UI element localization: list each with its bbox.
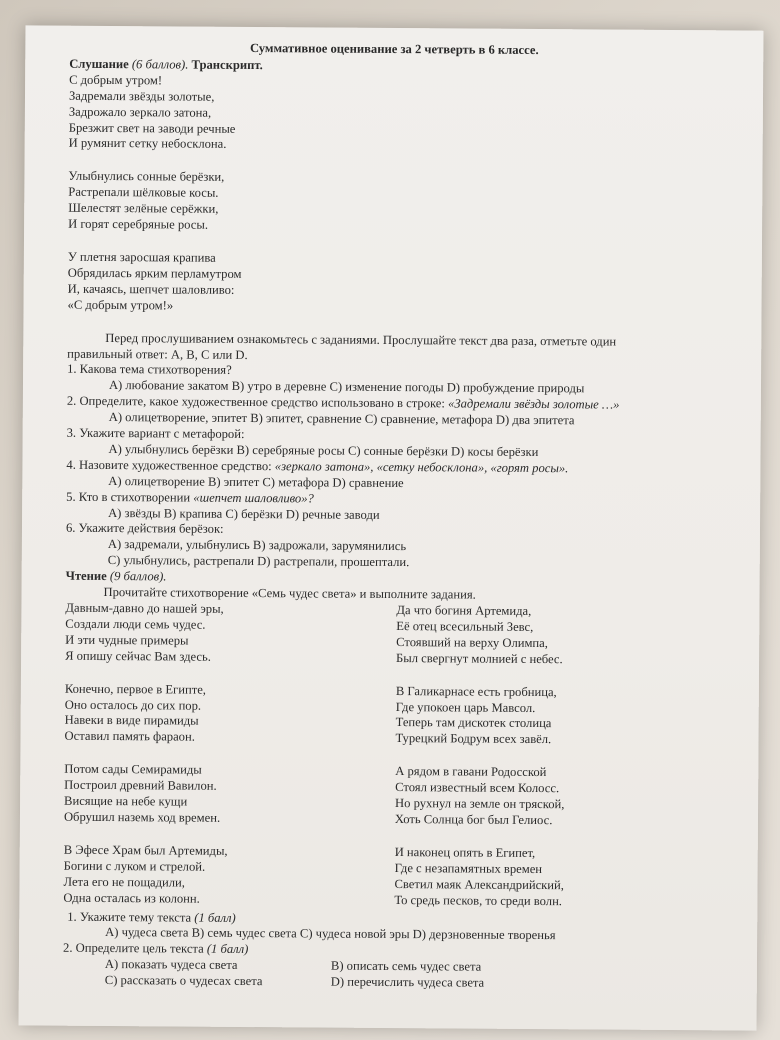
- poem-right-line: Теперь там дискотек столица: [395, 715, 552, 731]
- listening-poem-line: «С добрым утром!»: [67, 297, 174, 313]
- listening-poem-line: Задремали звёзды золотые,: [68, 88, 215, 104]
- poem-left-line: В Эфесе Храм был Артемиды,: [63, 842, 228, 858]
- listening-heading: Слушание (6 баллов). Транскрипт.: [69, 56, 263, 72]
- listening-poem-line: Задрожало зеркало затона,: [68, 104, 212, 120]
- poem-left-stanza: [63, 843, 392, 909]
- listening-question: 2. Определите, какое художественное средство использовано в строке: «Задремали звёзды золотые …»: [66, 393, 620, 412]
- poem-right-line: Был свергнут молнией с небес.: [396, 650, 563, 666]
- listening-poem-line: И, качаясь, шепчет шаловливо:: [67, 281, 235, 297]
- reading-question-2: 2. Определите цель текста (1 балл): [63, 941, 249, 957]
- poem-right-line: А рядом в гавани Родосской: [395, 764, 547, 780]
- listening-poem-line: Улыбнулись сонные берёзки,: [68, 169, 225, 185]
- document: [63, 40, 720, 994]
- answer-options: A) улыбнулись берёзки B) серебряные росы C) сонные берёзки D) косы берёзки: [108, 441, 539, 459]
- listening-instruction: Перед прослушиванием ознакомьтесь с заданиями. Прослушайте текст два раза, отметьте один: [105, 330, 617, 349]
- poem-right-line: Хоть Солнца бог был Гелиос.: [394, 812, 553, 828]
- poem-right-stanza: [395, 684, 714, 750]
- poem-left-line: Оно осталось до сих пор.: [64, 697, 202, 713]
- poem-right-stanza: [396, 603, 715, 669]
- poem-left-line: Лета его не пощадили,: [63, 874, 186, 890]
- answer-options: A) олицетворение B) эпитет C) метафора D) сравнение: [108, 473, 404, 490]
- poem-right-line: Да что богиня Артемида,: [396, 603, 532, 618]
- poem-left-column: [63, 601, 394, 926]
- poem-left-line: Давным-давно до нашей эры,: [65, 600, 224, 616]
- q2-option-c: C) рассказать о чудесах света: [104, 973, 263, 989]
- document-title: Суммативное оценивание за 2 четверть в 6 классе.: [249, 41, 539, 58]
- reading-poem: [63, 601, 715, 928]
- listening-question: 1. Какова тема стихотворения?: [67, 362, 232, 378]
- poem-left-line: И эти чудные примеры: [65, 632, 189, 648]
- reading-question-1: 1. Укажите тему текста (1 балл): [67, 909, 236, 925]
- listening-poem-line: Брезжит свет на заводи речные: [68, 120, 236, 136]
- poem-left-line: Я опишу сейчас Вам здесь.: [65, 648, 212, 664]
- poem-right-line: Её отец всесильный Зевс,: [396, 618, 534, 634]
- poem-left-line: Создали люди семь чудес.: [65, 616, 206, 632]
- poem-right-line: Стоял известный всем Колосс.: [395, 780, 560, 796]
- listening-poem-line: С добрым утром!: [69, 72, 163, 88]
- poem-left-line: Конечно, первое в Египте,: [64, 681, 207, 697]
- listening-poem-line: И румянит сетку небосклона.: [68, 136, 227, 152]
- poem-left-line: Обрушил наземь ход времен.: [63, 809, 221, 825]
- answer-options: A) любование закатом B) утро в деревне C) изменение погоды D) пробуждение природы: [108, 378, 585, 396]
- listening-poem-stanza: [68, 169, 718, 237]
- poem-right-line: Турецкий Бодрум всех завёл.: [395, 731, 552, 747]
- q2-option-a: A) показать чудеса света: [104, 957, 238, 973]
- q2-option-d: D) перечислить чудеса света: [330, 974, 485, 990]
- poem-right-stanza: [394, 845, 713, 911]
- listening-poem-line: Обрядилась ярким перламутром: [67, 265, 242, 281]
- listening-instruction-cont: правильный ответ: А, В, С или D.: [67, 346, 248, 362]
- poem-left-line: Богини с луком и стрелой.: [63, 858, 206, 874]
- listening-poem-line: И горят серебряные росы.: [68, 216, 209, 232]
- listening-question: 3. Укажите вариант с метафорой:: [66, 425, 245, 442]
- poem-left-stanza: [64, 681, 393, 747]
- reading-question-1-options: A) чудеса света B) семь чудес света C) чудеса новой эры D) дерзновенные творенья: [105, 925, 556, 943]
- listening-poem-line: Растрепали шёлковые косы.: [68, 184, 219, 201]
- poem-left-stanza: [65, 601, 394, 667]
- poem-right-line: Где упокоен царь Мавсол.: [395, 699, 536, 715]
- poem-right-stanza: [395, 764, 714, 830]
- poem-right-column: [392, 603, 715, 928]
- reading-question-2-options: [63, 957, 713, 993]
- answer-options: A) олицетворение, эпитет B) эпитет, сравнение C) сравнение, метафора D) два эпитета: [108, 410, 575, 428]
- listening-question: 6. Укажите действия берёзок:: [65, 521, 224, 537]
- listening-poem-line: Шелестят зелёные серёжки,: [68, 200, 219, 216]
- poem-right-line: И наконец опять в Египет,: [394, 844, 536, 860]
- poem-left-line: Потом сады Семирамиды: [64, 761, 202, 777]
- poem-left-line: Построил древний Вавилон.: [64, 777, 217, 793]
- reading-heading: Чтение (9 баллов).: [65, 568, 167, 584]
- listening-poem: [67, 73, 719, 318]
- poem-left-line: Одна осталась из колонн.: [63, 890, 200, 906]
- poem-right-line: Стоявший на верху Олимпа,: [396, 634, 549, 650]
- listening-question: 5. Кто в стихотворении «шепчет шаловливо»?: [66, 489, 314, 506]
- answer-options: A) звёзды B) крапива C) берёзки D) речные заводи: [108, 505, 380, 522]
- listening-poem-stanza: [67, 250, 717, 318]
- poem-right-line: Светил маяк Александрийский,: [394, 876, 564, 892]
- answer-options: A) задремали, улыбнулись B) задрожали, зарумянились: [107, 537, 407, 554]
- answer-options: C) улыбнулись, растрепали D) растрепали, прошептали.: [107, 553, 410, 570]
- listening-poem-stanza: [69, 73, 720, 157]
- poem-right-line: Но рухнул на земле он тряской,: [395, 796, 565, 812]
- listening-questions: [66, 362, 717, 573]
- poem-left-line: Висящие на небе кущи: [64, 793, 188, 809]
- reading-instruction: Прочитайте стихотворение «Семь чудес света» и выполните задания.: [103, 585, 476, 602]
- listening-poem-line: У плетня заросшая крапива: [67, 249, 216, 265]
- listening-question: 4. Назовите художественное средство: «зеркало затона», «сетку небосклона», «горят росы».: [66, 457, 569, 476]
- paper-sheet: [19, 25, 764, 1030]
- poem-right-line: Где с незапамятных времен: [394, 860, 543, 876]
- q2-option-b: B) описать семь чудес света: [330, 958, 482, 974]
- poem-right-line: То средь песков, то среди волн.: [394, 892, 563, 908]
- poem-left-line: Оставил память фараон.: [64, 729, 195, 744]
- poem-left-stanza: [64, 762, 393, 828]
- poem-left-line: Навеки в виде пирамиды: [64, 713, 199, 729]
- poem-right-line: В Галикарнасе есть гробница,: [395, 683, 557, 699]
